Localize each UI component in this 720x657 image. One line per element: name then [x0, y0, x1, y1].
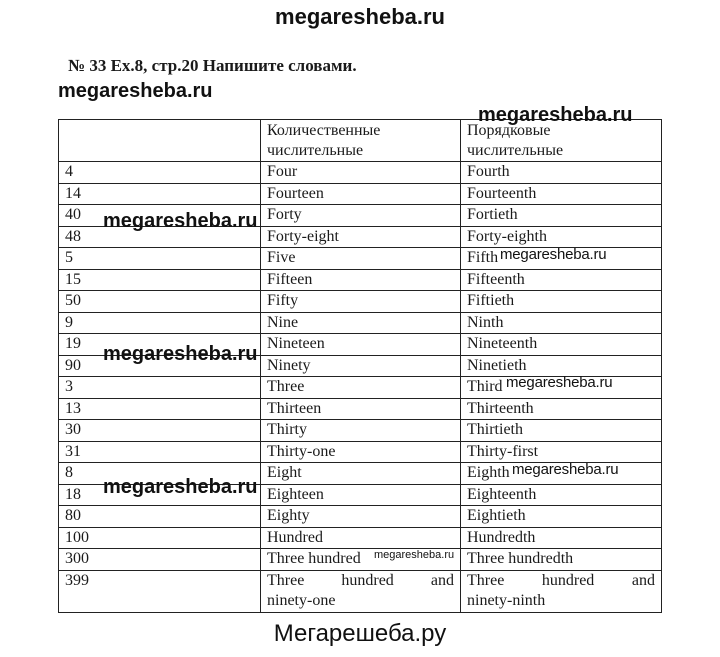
- ordinal-cell: Thirty-first: [461, 441, 662, 463]
- ordinal-cell: Thirteenth: [461, 398, 662, 420]
- header-cardinal-line2: числительные: [267, 142, 364, 159]
- number-cell: 19: [59, 334, 261, 356]
- table-header-row: [59, 120, 662, 162]
- cardinal-cell: Eight: [261, 463, 461, 485]
- number-cell: 31: [59, 441, 261, 463]
- watermark: megaresheba.ru: [478, 104, 633, 126]
- table-row: [59, 248, 662, 270]
- watermark-bottom: Мегарешеба.ру: [273, 620, 447, 647]
- watermark: megaresheba.ru: [374, 549, 455, 561]
- table-row: [59, 269, 662, 291]
- table-row: [59, 549, 662, 571]
- cardinal-cell: Fourteen: [261, 183, 461, 205]
- number-cell: 90: [59, 355, 261, 377]
- ordinal-cell: Fourth: [461, 162, 662, 184]
- table-row-399: [59, 570, 662, 612]
- header-ordinal-cell: [461, 120, 662, 162]
- cardinal-cell: Forty-eight: [261, 226, 461, 248]
- ordinal-word: hundred: [541, 571, 595, 589]
- number-cell: 14: [59, 183, 261, 205]
- cardinal-cell: Three hundred: [261, 549, 461, 571]
- numerals-table: [58, 119, 662, 613]
- number-cell: 40: [59, 205, 261, 227]
- cardinal-cell: Forty: [261, 205, 461, 227]
- cardinal-word: Three: [267, 571, 305, 589]
- header-cardinal-line1: Количественные: [267, 122, 381, 139]
- ordinal-cell: Thirtieth: [461, 420, 662, 442]
- number-cell: 50: [59, 291, 261, 313]
- number-cell: 15: [59, 269, 261, 291]
- ordinal-cell: Ninth: [461, 312, 662, 334]
- cardinal-cell: Thirty: [261, 420, 461, 442]
- number-cell: 48: [59, 226, 261, 248]
- watermark: megaresheba.ru: [103, 343, 258, 365]
- ordinal-word: Three: [467, 571, 505, 589]
- table-row: [59, 441, 662, 463]
- ordinal-cell: Fortieth: [461, 205, 662, 227]
- ordinal-line2: ninety-ninth: [467, 591, 546, 609]
- header-cardinal-cell: [261, 120, 461, 162]
- number-cell: 399: [59, 570, 261, 612]
- watermark: megaresheba.ru: [103, 210, 258, 232]
- header-number-cell: [59, 120, 261, 162]
- watermark: megaresheba.ru: [103, 476, 258, 498]
- ordinal-cell: Eightieth: [461, 506, 662, 528]
- cardinal-cell: Thirty-one: [261, 441, 461, 463]
- ordinal-cell: Eighteenth: [461, 484, 662, 506]
- table-row: [59, 162, 662, 184]
- ordinal-cell: Forty-eighth: [461, 226, 662, 248]
- table-row: [59, 484, 662, 506]
- watermark: megaresheba.ru: [512, 461, 619, 478]
- table-row: [59, 312, 662, 334]
- cardinal-cell: Five: [261, 248, 461, 270]
- number-cell: 8: [59, 463, 261, 485]
- cardinal-cell: Nine: [261, 312, 461, 334]
- ordinal-cell: [461, 570, 662, 612]
- table-row: [59, 334, 662, 356]
- number-cell: 30: [59, 420, 261, 442]
- watermark-top: megaresheba.ru: [275, 4, 445, 29]
- number-cell: 100: [59, 527, 261, 549]
- header-ordinal-line1: Порядковые: [467, 122, 551, 139]
- cardinal-cell: Fifteen: [261, 269, 461, 291]
- number-cell: 18: [59, 484, 261, 506]
- header-ordinal-line2: числительные: [467, 142, 564, 159]
- table-row: [59, 291, 662, 313]
- table-row: [59, 420, 662, 442]
- ordinal-cell: Third: [461, 377, 662, 399]
- ordinal-cell: Three hundredth: [461, 549, 662, 571]
- cardinal-word: and: [430, 571, 454, 589]
- number-cell: 300: [59, 549, 261, 571]
- cardinal-word: hundred: [341, 571, 394, 589]
- exercise-heading: № 33 Ex.8, стр.20 Напишите словами.: [68, 56, 357, 75]
- number-cell: 13: [59, 398, 261, 420]
- ordinal-cell: Fifteenth: [461, 269, 662, 291]
- cardinal-cell: Four: [261, 162, 461, 184]
- cardinal-cell: [261, 570, 461, 612]
- ordinal-cell: Fourteenth: [461, 183, 662, 205]
- cardinal-cell: Nineteen: [261, 334, 461, 356]
- table-row: [59, 463, 662, 485]
- number-cell: 9: [59, 312, 261, 334]
- number-cell: 80: [59, 506, 261, 528]
- watermark: megaresheba.ru: [58, 80, 213, 102]
- table-row: [59, 506, 662, 528]
- cardinal-cell: Ninety: [261, 355, 461, 377]
- watermark: megaresheba.ru: [506, 374, 613, 391]
- ordinal-cell: Hundredth: [461, 527, 662, 549]
- ordinal-word: and: [631, 571, 655, 589]
- table-row: [59, 398, 662, 420]
- cardinal-cell: Fifty: [261, 291, 461, 313]
- table-row: [59, 205, 662, 227]
- watermark: megaresheba.ru: [500, 246, 607, 263]
- cardinal-cell: Thirteen: [261, 398, 461, 420]
- table-row: [59, 355, 662, 377]
- ordinal-cell: Fiftieth: [461, 291, 662, 313]
- table-row: [59, 183, 662, 205]
- cardinal-line2: ninety-one: [267, 591, 336, 609]
- number-cell: 4: [59, 162, 261, 184]
- number-cell: 5: [59, 248, 261, 270]
- ordinal-cell: Nineteenth: [461, 334, 662, 356]
- cardinal-cell: Hundred: [261, 527, 461, 549]
- cardinal-cell: Eighty: [261, 506, 461, 528]
- table-row: [59, 226, 662, 248]
- table-row: [59, 377, 662, 399]
- ordinal-cell: Ninetieth: [461, 355, 662, 377]
- ordinal-cell: Eighth: [461, 463, 662, 485]
- cardinal-cell: Three: [261, 377, 461, 399]
- number-cell: 3: [59, 377, 261, 399]
- cardinal-cell: Eighteen: [261, 484, 461, 506]
- table-row: [59, 527, 662, 549]
- ordinal-cell: Fifth: [461, 248, 662, 270]
